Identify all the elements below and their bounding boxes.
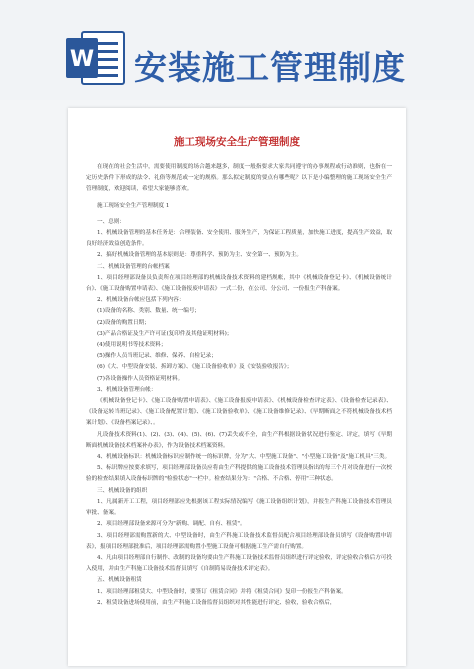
body-paragraph: (3)产品合格证及生产许可证(复印件及其他证明材料)；	[97, 330, 233, 337]
body-paragraph: (4)使用说明书等技术资料；	[97, 342, 167, 349]
body-paragraph: 五、机械设备租赁	[97, 577, 142, 584]
body-paragraph: 3、机械设备管理台帐：	[97, 386, 157, 393]
body-paragraph: (6)《大、中型设备安装、拆卸方案》、《施工设备验收单》及《安装验收报告》；	[97, 364, 293, 371]
paper-body	[86, 162, 392, 609]
body-paragraph: (1)设备的名称、类别、数量、统一编号；	[97, 308, 201, 315]
body-paragraph: 3、项目经理部需购置新的大、中型设备时，由生产科施工设备技术监督员配合项目经理部设备员填写《设备购置申请表》，报项目经理部批准后，项目经理部需购置小型施工设备可根据施工生产需自行购置。	[86, 532, 392, 550]
body-paragraph: 2、机械设备台帐应包括下列内容：	[97, 297, 185, 304]
body-paragraph: 4、凡由项目经理部自行制作、改制的设备均要由生产科施工设备技术监督员组织进行评定验收，评定验收合格后方可投入使用，并由生产科施工设备技术监督员填写《自制简易设备技术评定表》。	[86, 554, 392, 573]
body-paragraph: (2)设备的购置日期；	[97, 319, 150, 326]
word-document-icon	[64, 28, 126, 88]
body-paragraph: 三、机械设备的组织	[97, 487, 148, 494]
body-paragraph: 2、租赁设备进场使用前，由生产科施工设备监督员组织对其性能进行评定、验收，验收合格后，	[97, 599, 336, 606]
body-paragraph: 凡设备技术资料(1)、(2)、(3)、(4)、(5)、(6)、(7)丢失或不全，由生产科根据设备状况进行鉴定、评定，填写《早期断面机械设备技术档案补办表》，作为设备技术档案资料。	[86, 431, 392, 449]
svg-text:W: W	[69, 47, 95, 72]
body-paragraph: (5)操作人员当班记录、维修、保养、自检记录；	[97, 353, 217, 360]
body-paragraph: 一、总则：	[97, 218, 125, 225]
document-page	[68, 108, 406, 666]
body-paragraph: 二、机械设备管理的台帐档案	[97, 263, 170, 270]
body-paragraph: (7)各设备操作人员资格证明材料。	[97, 375, 184, 382]
subheading: 施工现场安全生产管理制度 1	[97, 202, 170, 209]
paper-title: 施工现场安全生产管理制度	[174, 136, 300, 148]
body-paragraph: 2、搞好机械设备管理的基本原则是：尊重科学、预防为主、安全第一、预防为主。	[97, 252, 302, 259]
document-title: 安装施工管理制度	[134, 48, 406, 87]
page-header	[0, 0, 474, 100]
body-paragraph: 5、标识牌应按要求填写，项目经理部设备员应将由生产科提供的施工设备技术管理员指出的每三个月对设备进行一次校验的检查结果填入设备标识牌的"检验状态"一栏中。检查结果分为："合格、不合格、停用"三种状态。	[86, 465, 392, 483]
body-paragraph: 4、机械设备标识：机械设备标识应制作统一的标识牌，分为"大、中型施工设备"、"小型施工设备"及"施工机具"三类。	[97, 454, 391, 461]
body-paragraph: 1、机械设备管理的基本任务是：合理装备、安全使用、服务生产，为保证工程质量，加快施工进度，提高生产效益，取良好经济效益创造条件。	[86, 230, 392, 248]
body-paragraph: 2、项目经理部设备来源可分为"新购、调配、自有、租赁"。	[97, 521, 246, 528]
body-paragraph: 1、项目经理部设备员负责所在项目经理部的机械设备技术资料的建档规帐，其中《机械设备登记卡》、《机械设备统计台》、《施工设备购置申请表》、《施工设备报废申请表》一式二份，在公司、分公司、一份报生产科备案。	[86, 274, 392, 293]
body-paragraph: 1、项目经理部租赁大、中型设备时，要签订《租赁合同》并将《租赁合同》复印一份报生产科备案。	[97, 588, 347, 595]
intro-paragraph: 在现在的社会生活中，需要使用制度的场合越来越多，制度一般指要求大家共同遵守的办事规程或行动准则，也指在一定历史条件下形成的法令、礼俗等规范或一定的规格。那么拟定制度的要点有哪些呢？以下是小编整理的施工现场安全生产管理制度，欢迎阅读，希望大家能够喜欢。	[86, 164, 392, 193]
body-paragraph: 《机械设备登记卡》、《施工设备购置申请表》、《施工设备报废申请表》、《机械设备检查评定表》、《设备检查记录表》、《设备运转当班记录》、《施工设备配置计划》、《施工设备验收单》、《施工设备维修记录》、《早期断面之不符机械设备技术档案计划》、《设备档案记录》、。	[86, 398, 392, 427]
body-paragraph: 1、凡属新开工工程，项目经理部应先根据该工程实际情况编写《施工设备组织计划》，并报生产科施工设备技术管理员审批、备案。	[86, 498, 392, 517]
